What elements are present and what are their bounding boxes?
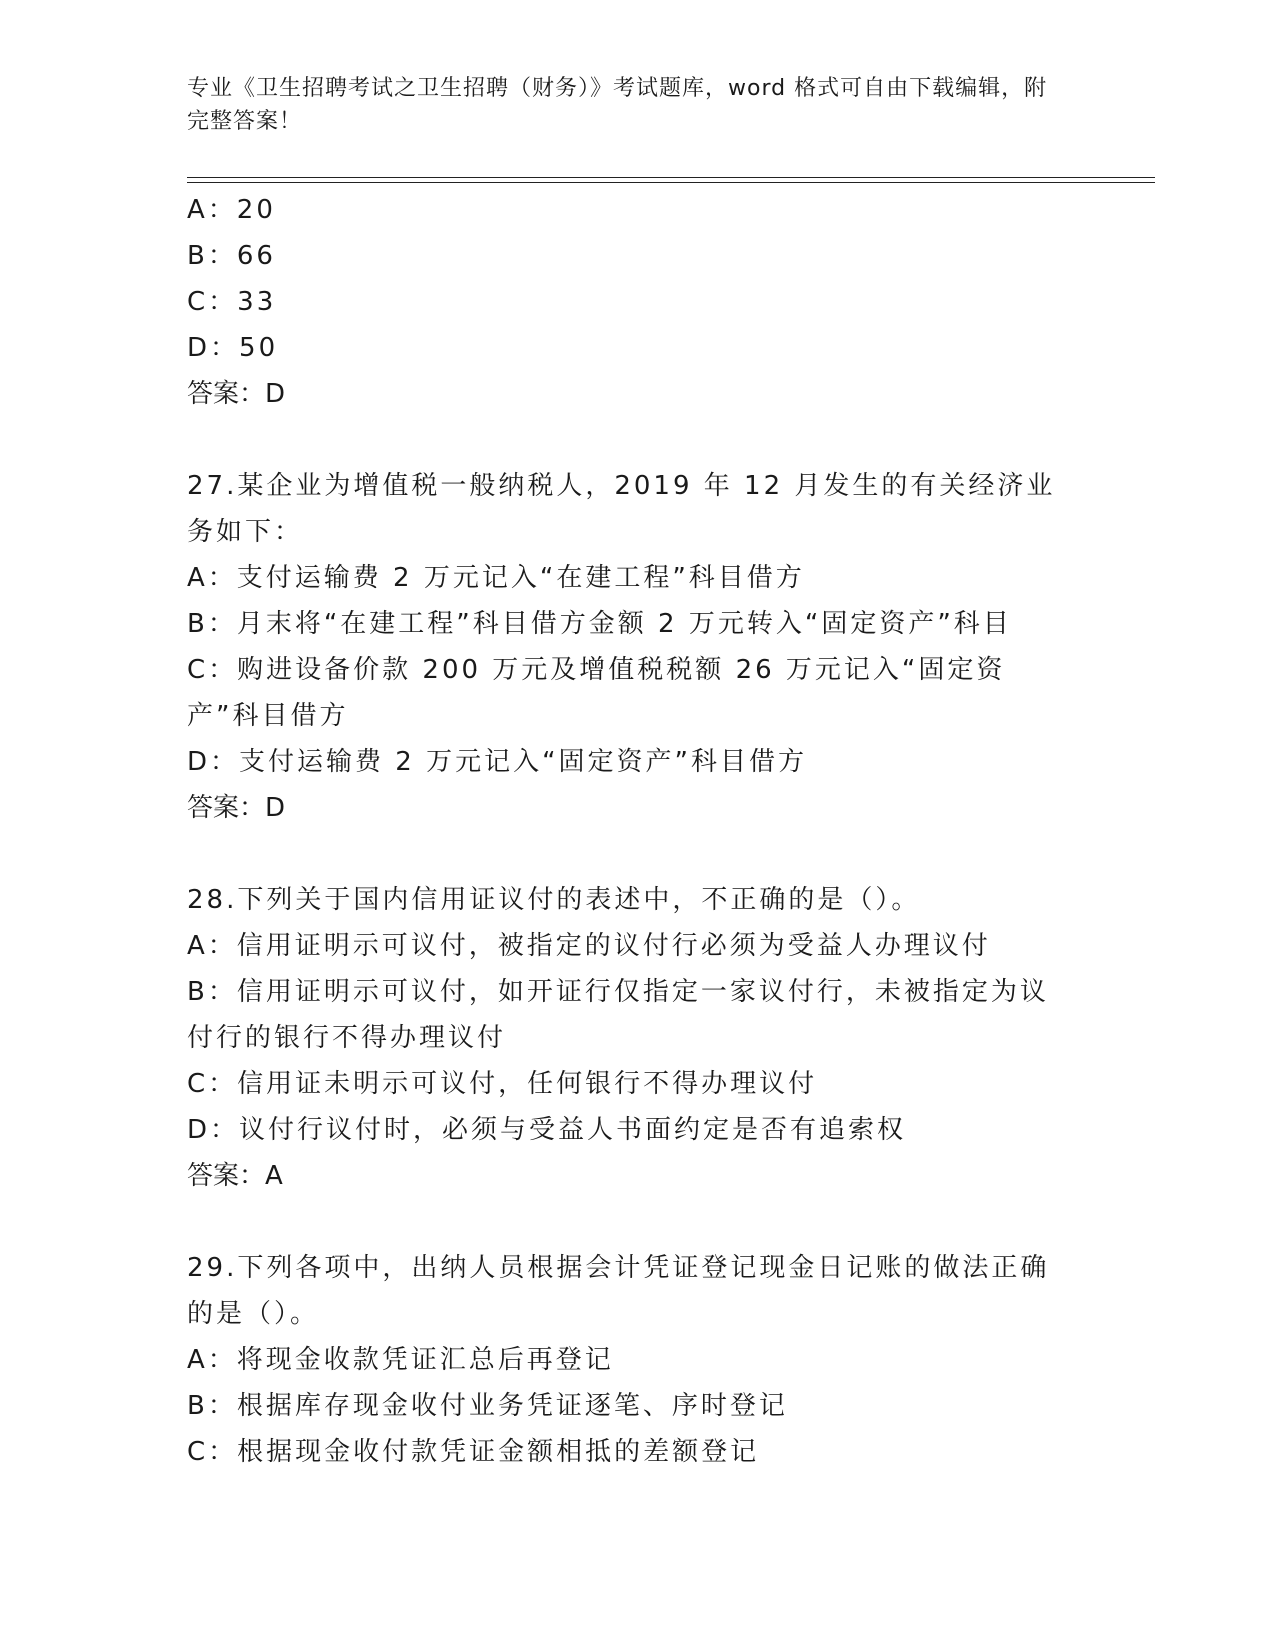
option-c: C：信用证未明示可议付，任何银行不得办理议付 xyxy=(187,1069,818,1099)
option-b: B：信用证明示可议付，如开证行仅指定一家议付行，未被指定为议付行的银行不得办理议付 xyxy=(187,977,1049,1053)
option-b: B：66 xyxy=(187,241,276,271)
answer: 答案：D xyxy=(187,793,286,823)
spacer xyxy=(187,831,1087,877)
question-27 xyxy=(187,463,1087,831)
question-29 xyxy=(187,1245,1087,1475)
option-c: C：购进设备价款 200 万元及增值税税额 26 万元记入“固定资产”科目借方 xyxy=(187,655,1006,731)
spacer xyxy=(187,1199,1087,1245)
option-c: C：根据现金收付款凭证金额相抵的差额登记 xyxy=(187,1437,760,1467)
question-stem: 27.某企业为增值税一般纳税人，2019 年 12 月发生的有关经济业务如下： xyxy=(187,471,1056,547)
option-d: D：支付运输费 2 万元记入“固定资产”科目借方 xyxy=(187,747,808,777)
question-26 xyxy=(187,187,1087,417)
option-a: A：将现金收款凭证汇总后再登记 xyxy=(187,1345,614,1375)
answer: 答案：D xyxy=(187,379,286,409)
document-header: 专业《卫生招聘考试之卫生招聘（财务）》考试题库，word 格式可自由下载编辑，附完整答案！ xyxy=(187,76,1048,134)
spacer xyxy=(187,417,1087,463)
option-a: A：20 xyxy=(187,195,276,225)
option-b: B：月末将“在建工程”科目借方金额 2 万元转入“固定资产”科目 xyxy=(187,609,1012,639)
question-28 xyxy=(187,877,1087,1199)
answer: 答案：A xyxy=(187,1161,283,1191)
question-list xyxy=(187,187,1087,1475)
option-a: A：信用证明示可议付，被指定的议付行必须为受益人办理议付 xyxy=(187,931,991,961)
option-c: C：33 xyxy=(187,287,277,317)
question-stem: 29.下列各项中，出纳人员根据会计凭证登记现金日记账的做法正确的是（）。 xyxy=(187,1253,1050,1329)
header-double-rule xyxy=(187,177,1155,183)
option-b: B：根据库存现金收付业务凭证逐笔、序时登记 xyxy=(187,1391,788,1421)
option-d: D：议付行议付时，必须与受益人书面约定是否有追索权 xyxy=(187,1115,907,1145)
option-a: A：支付运输费 2 万元记入“在建工程”科目借方 xyxy=(187,563,805,593)
question-stem: 28.下列关于国内信用证议付的表述中，不正确的是（）。 xyxy=(187,885,921,915)
option-d: D：50 xyxy=(187,333,279,363)
